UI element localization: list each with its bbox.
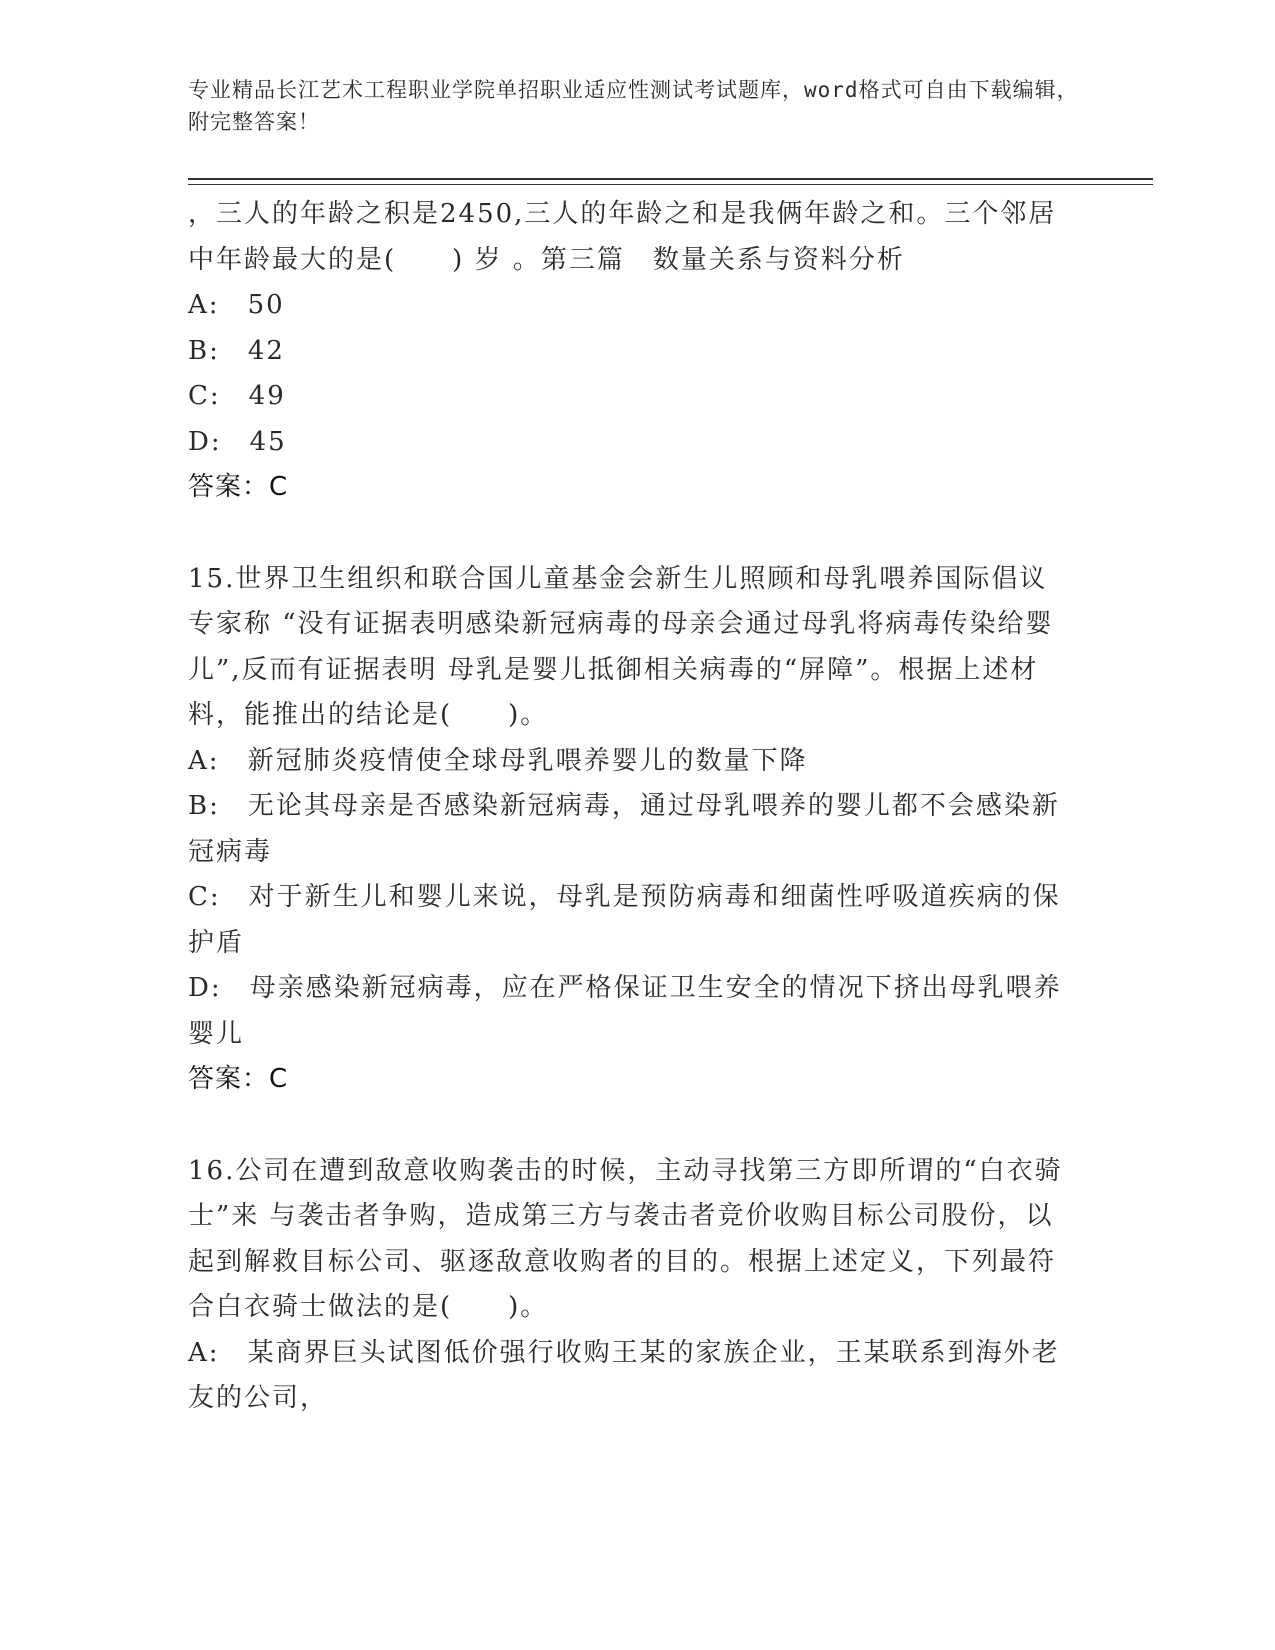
header-text: 专业精品长江艺术工程职业学院单招职业适应性测试考试题库，word格式可自由下载编辑，附完整答案！ (188, 78, 1079, 134)
question-stem: ，三人的年龄之积是2450,三人的年龄之和是我俩年龄之和。三个邻居中年龄最大的是( ) 岁 。第三篇 数量关系与资料分析 (188, 199, 1057, 275)
option-label: A: (188, 290, 220, 320)
option-c (188, 875, 1068, 966)
option-label: C: (188, 882, 221, 912)
answer-line: 答案：C (188, 1064, 289, 1094)
option-b (188, 329, 1068, 375)
question-stem: 16.公司在遭到敌意收购袭击的时候，主动寻找第三方即所谓的“白衣骑士”来 与袭击者争购，造成第三方与袭击者竞价收购目标公司股份，以起到解救目标公司、驱逐敌意收购者的目的。根据上述定义，下列最符合白衣骑士做法的是( )。 (188, 1155, 1063, 1322)
option-text: 无论其母亲是否感染新冠病毒，通过母乳喂养的婴儿都不会感染新冠病毒 (188, 791, 1060, 867)
question-14 (188, 192, 1068, 511)
option-b (188, 784, 1068, 875)
option-text: 新冠肺炎疫情使全球母乳喂养婴儿的数量下降 (247, 745, 808, 776)
option-d (188, 966, 1068, 1057)
option-label: C: (188, 381, 221, 411)
question-stem: 15.世界卫生组织和联合国儿童基金会新生儿照顾和母乳喂养国际倡议专家称 “没有证据表明感染新冠病毒的母亲会通过母乳将病毒传染给婴儿”,反而有证据表明 母乳是婴儿抵御相关病毒的“屏障”。根据上述材料，能推出的结论是( )。 (188, 563, 1054, 730)
option-label: A: (188, 1337, 220, 1368)
header-divider-thick (188, 178, 1153, 180)
option-a (188, 283, 1068, 329)
document-body (188, 192, 1068, 1422)
option-text: 49 (248, 381, 286, 411)
option-label: D: (188, 426, 222, 457)
option-label: B: (188, 335, 220, 366)
page-header (188, 74, 1088, 138)
option-label: A: (188, 745, 220, 776)
option-d (188, 420, 1068, 466)
option-c (188, 374, 1068, 420)
option-text: 42 (247, 335, 285, 366)
option-a (188, 1331, 1068, 1422)
question-16 (188, 1149, 1068, 1422)
option-label: B: (188, 791, 220, 821)
header-divider-thin (188, 184, 1153, 185)
option-text: 对于新生儿和婴儿来说，母乳是预防病毒和细菌性呼吸道疾病的保护盾 (188, 882, 1061, 958)
spacer (188, 511, 1068, 557)
option-label: D: (188, 973, 222, 1003)
option-text: 50 (247, 290, 285, 320)
option-text: 母亲感染新冠病毒，应在严格保证卫生安全的情况下挤出母乳喂养婴儿 (188, 973, 1062, 1049)
answer-line: 答案：C (188, 472, 289, 502)
option-text: 45 (249, 426, 287, 457)
option-a (188, 739, 1068, 785)
question-15 (188, 557, 1068, 1103)
option-text: 某商界巨头试图低价强行收购王某的家族企业，王某联系到海外老友的公司， (188, 1337, 1060, 1413)
spacer (188, 1103, 1068, 1149)
